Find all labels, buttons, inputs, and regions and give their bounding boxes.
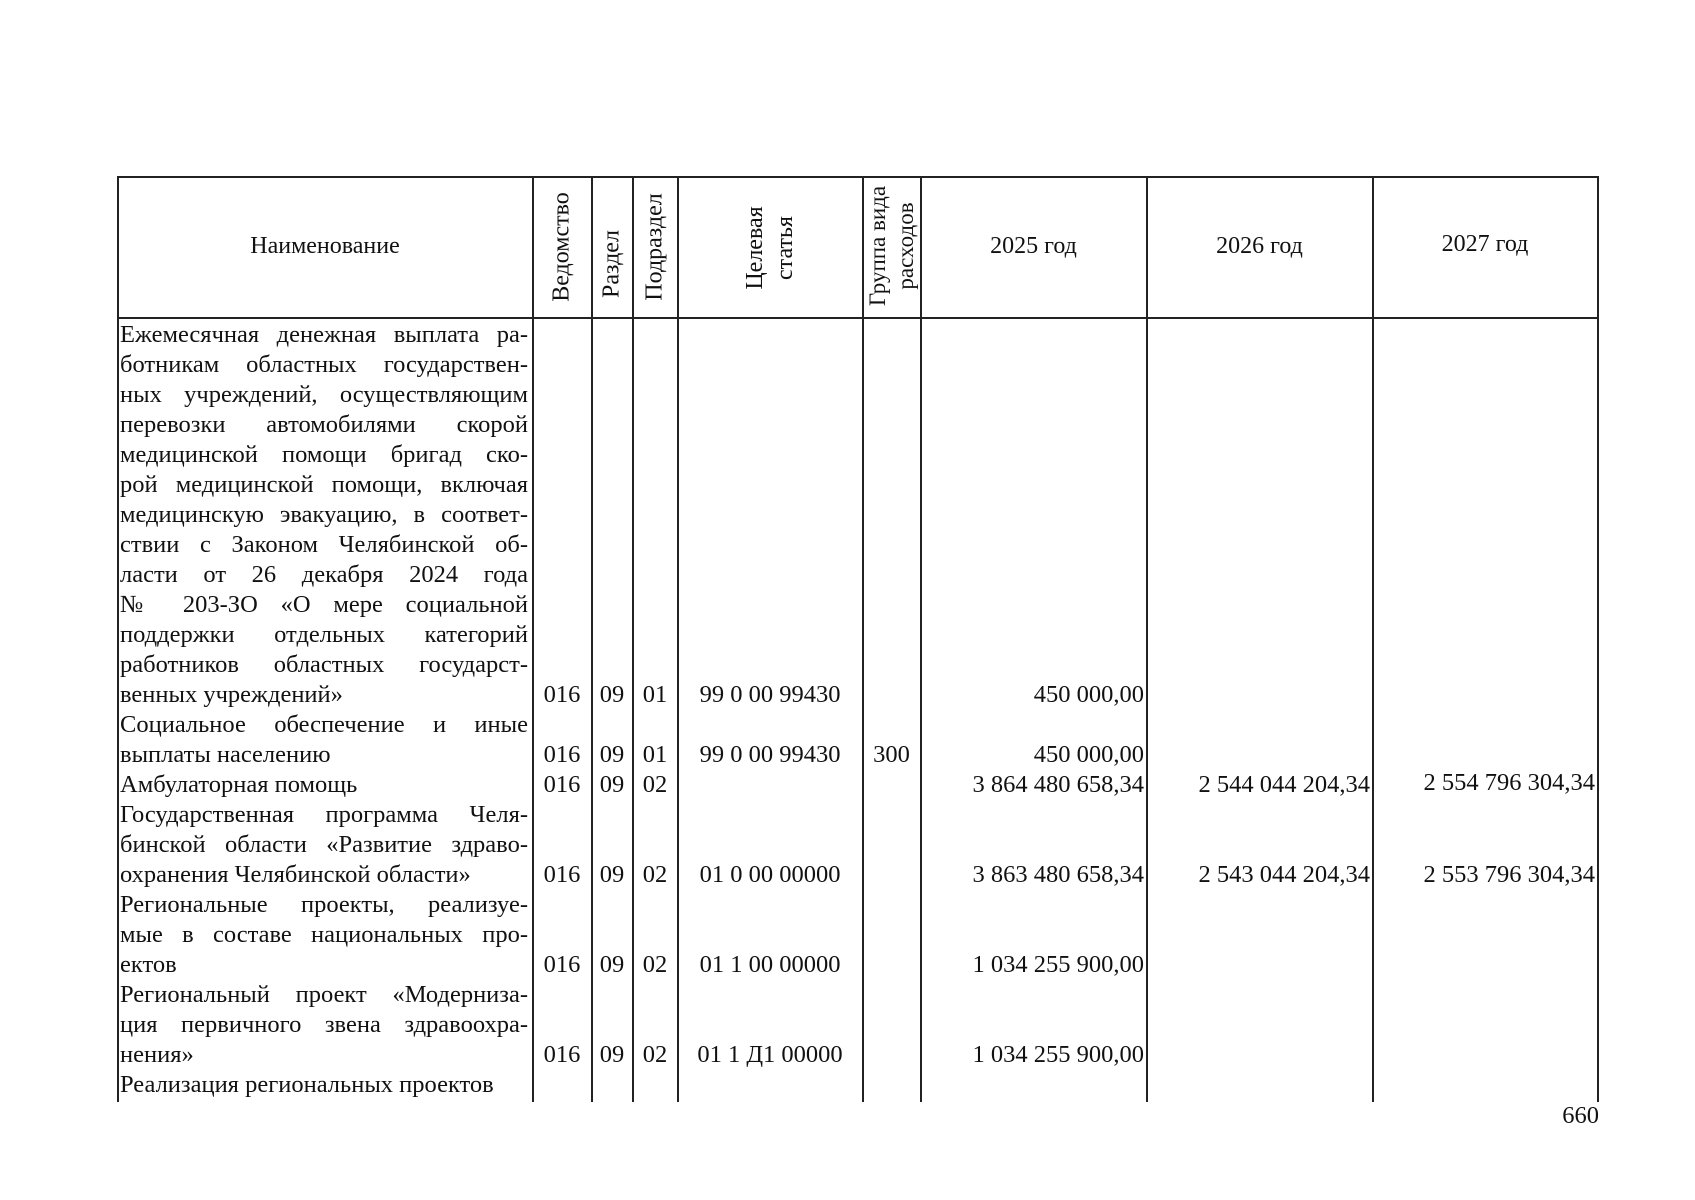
column-border (862, 176, 864, 1102)
header-group (864, 186, 920, 306)
cell-vedomstvo: 016 (543, 681, 581, 708)
name-line: № 203-ЗО «О мере социальной (120, 591, 528, 618)
cell-vedomstvo: 016 (543, 1041, 581, 1068)
name-line: ных учреждений, осуществляющим (120, 381, 528, 408)
name-line: поддержки отдельных категорий (120, 621, 528, 648)
cell-vedomstvo: 016 (543, 861, 581, 888)
cell-podrazdel: 01 (642, 681, 668, 708)
header-bottom-border (117, 317, 1598, 319)
column-border (1372, 176, 1374, 1102)
cell-2027: 2 553 796 304,34 (1423, 861, 1595, 888)
name-line: бинской области «Развитие здраво- (120, 831, 528, 858)
cell-target: 01 1 00 00000 (699, 951, 841, 978)
name-line: ботникам областных государствен- (120, 351, 528, 378)
header-group-line1: Группа вида (865, 185, 890, 307)
column-border (1597, 176, 1599, 1102)
header-2027: 2027 год (1441, 231, 1529, 258)
cell-podrazdel: 02 (642, 951, 668, 978)
row-name (120, 710, 528, 770)
cell-group: 300 (873, 741, 910, 768)
cell-2025: 1 034 255 900,00 (972, 951, 1144, 978)
row-name (120, 890, 528, 980)
cell-razdel: 09 (599, 771, 625, 798)
name-line: Реализация региональных проектов (120, 1071, 494, 1098)
name-line: перевозки автомобилями скорой (120, 411, 528, 438)
cell-razdel: 09 (599, 951, 625, 978)
cell-vedomstvo: 016 (543, 741, 581, 768)
cell-razdel: 09 (599, 1041, 625, 1068)
name-line: рой медицинской помощи, включая (120, 471, 528, 498)
cell-2025: 3 863 480 658,34 (972, 861, 1144, 888)
cell-target: 99 0 00 99430 (699, 741, 841, 768)
cell-razdel: 09 (599, 861, 625, 888)
cell-2025: 1 034 255 900,00 (972, 1041, 1144, 1068)
cell-2025: 450 000,00 (1033, 741, 1144, 768)
cell-target: 99 0 00 99430 (699, 681, 841, 708)
header-2025: 2025 год (990, 233, 1077, 260)
cell-vedomstvo: 016 (543, 951, 581, 978)
header-podrazdel: Подраздел (641, 193, 668, 301)
name-line: медицинскую эвакуацию, в соответ- (120, 501, 528, 528)
header-razdel: Раздел (598, 230, 625, 298)
name-line: Амбулаторная помощь (120, 771, 358, 798)
row-name (120, 320, 528, 710)
name-line: Государственная программа Челя- (120, 801, 528, 828)
name-line: Социальное обеспечение и иные (120, 711, 528, 738)
cell-2026: 2 544 044 204,34 (1198, 771, 1370, 798)
cell-2026: 2 543 044 204,34 (1198, 861, 1370, 888)
cell-razdel: 09 (599, 681, 625, 708)
cell-podrazdel: 02 (642, 861, 668, 888)
cell-2025: 450 000,00 (1033, 681, 1144, 708)
row-name (120, 980, 528, 1070)
name-line: ствии с Законом Челябинской об- (120, 531, 528, 558)
name-line: медицинской помощи бригад ско- (120, 441, 528, 468)
name-line: Региональные проекты, реализуе- (120, 891, 528, 918)
name-line: Ежемесячная денежная выплата ра- (120, 321, 528, 348)
cell-razdel: 09 (599, 741, 625, 768)
cell-podrazdel: 01 (642, 741, 668, 768)
page-number: 660 (1562, 1102, 1599, 1129)
name-line: Региональный проект «Модерниза- (120, 981, 528, 1008)
name-line: ция первичного звена здравоохра- (120, 1011, 528, 1038)
cell-target: 01 0 00 00000 (699, 861, 841, 888)
cell-vedomstvo: 016 (543, 771, 581, 798)
cell-target: 01 1 Д1 00000 (697, 1041, 843, 1068)
cell-podrazdel: 02 (642, 1041, 668, 1068)
row-name (120, 770, 528, 800)
cell-2025: 3 864 480 658,34 (972, 771, 1144, 798)
name-line: выплаты населению (120, 741, 331, 768)
cell-2027: 2 554 796 304,34 (1423, 769, 1595, 796)
name-line: ласти от 26 декабря 2024 года (120, 561, 528, 588)
name-line: охранения Челябинской области» (120, 861, 471, 888)
name-line: венных учреждений» (120, 681, 343, 708)
header-target (740, 206, 800, 289)
row-name (120, 1070, 528, 1100)
name-line: ектов (120, 951, 177, 978)
header-group-line2: расходов (893, 202, 918, 290)
header-2026: 2026 год (1216, 233, 1303, 260)
header-target-line1: Целевая (742, 206, 768, 290)
header-target-line2: статья (772, 216, 798, 280)
name-line: мые в составе национальных про- (120, 921, 528, 948)
header-name: Наименование (250, 233, 400, 260)
cell-podrazdel: 02 (642, 771, 668, 798)
name-line: нения» (120, 1041, 194, 1068)
name-line: работников областных государст- (120, 651, 528, 678)
row-name (120, 800, 528, 890)
header-vedomstvo: Ведомство (548, 192, 575, 302)
